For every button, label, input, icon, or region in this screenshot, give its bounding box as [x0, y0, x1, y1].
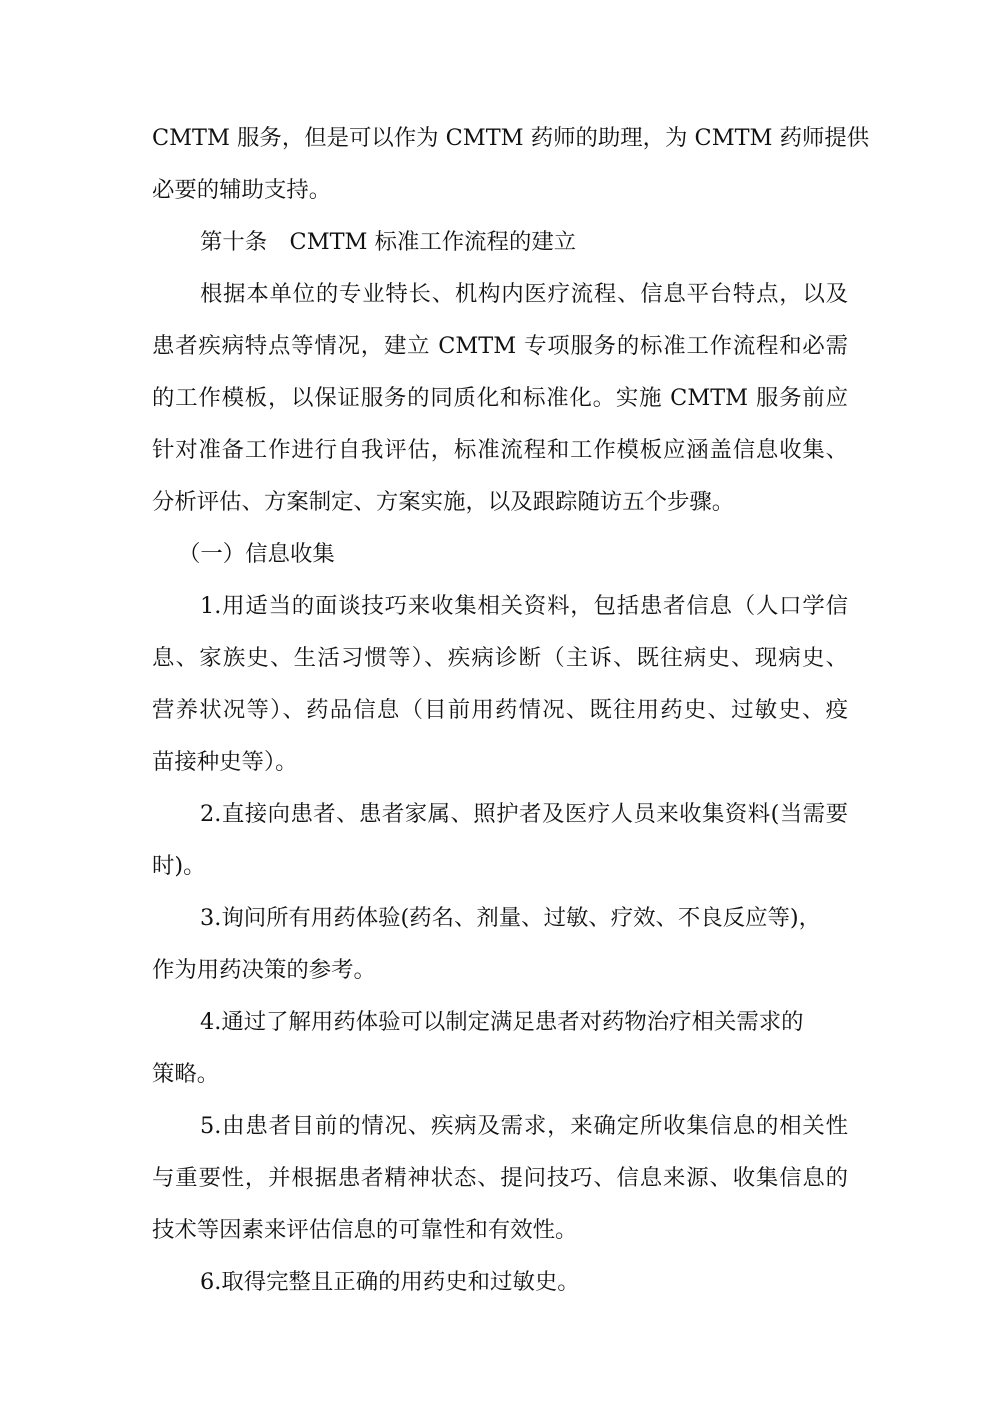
text-line: 的工作模板，以保证服务的同质化和标准化。实施 CMTM 服务前应	[152, 385, 848, 411]
text-line: 1.用适当的面谈技巧来收集相关资料，包括患者信息（人口学信	[200, 593, 848, 619]
text-line: 6.取得完整且正确的用药史和过敏史。	[200, 1269, 580, 1295]
text-line: 5.由患者目前的情况、疾病及需求，来确定所收集信息的相关性	[200, 1113, 848, 1139]
text-line: 4.通过了解用药体验可以制定满足患者对药物治疗相关需求的	[200, 1009, 804, 1035]
text-line: 患者疾病特点等情况，建立 CMTM 专项服务的标准工作流程和必需	[152, 333, 848, 359]
text-line: 分析评估、方案制定、方案实施，以及跟踪随访五个步骤。	[152, 489, 735, 515]
text-line: 作为用药决策的参考。	[152, 957, 376, 983]
text-line: 苗接种史等）。	[152, 749, 298, 775]
text-line: 2.直接向患者、患者家属、照护者及医疗人员来收集资料(当需要	[200, 801, 848, 827]
section-heading: （一）信息收集	[178, 541, 335, 567]
text-line: 3.询问所有用药体验(药名、剂量、过敏、疗效、不良反应等)，	[200, 905, 821, 931]
text-line: 营养状况等）、药品信息（目前用药情况、既往用药史、过敏史、疫	[152, 697, 848, 723]
text-line: 息、家族史、生活习惯等）、疾病诊断（主诉、既往病史、现病史、	[152, 645, 848, 671]
text-line: 与重要性，并根据患者精神状态、提问技巧、信息来源、收集信息的	[152, 1165, 848, 1191]
text-line: 技术等因素来评估信息的可靠性和有效性。	[152, 1217, 578, 1243]
text-line: 策略。	[152, 1061, 220, 1087]
text-line: 时)。	[152, 853, 206, 879]
text-line: 针对准备工作进行自我评估，标准流程和工作模板应涵盖信息收集、	[152, 437, 848, 463]
text-line: 根据本单位的专业特长、机构内医疗流程、信息平台特点，以及	[200, 281, 848, 307]
text-line: 必要的辅助支持。	[152, 177, 332, 203]
article-heading: 第十条 CMTM 标准工作流程的建立	[200, 229, 577, 255]
text-line: CMTM 服务，但是可以作为 CMTM 药师的助理，为 CMTM 药师提供	[152, 125, 870, 151]
